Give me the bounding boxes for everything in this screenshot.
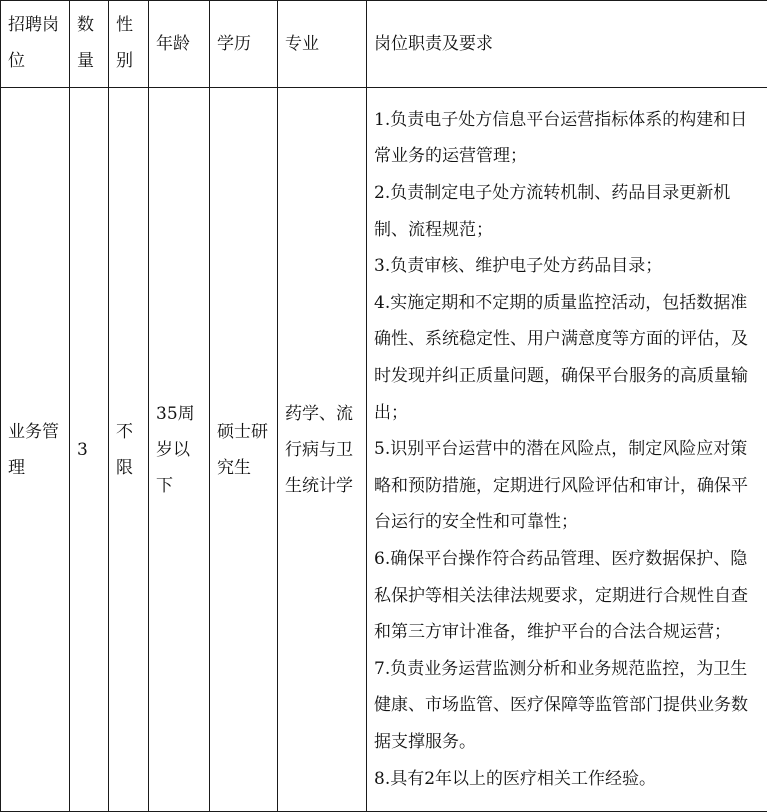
header-age: 年龄 — [149, 1, 210, 88]
header-education: 学历 — [210, 1, 278, 88]
cell-position: 业务管理 — [1, 88, 70, 812]
header-position: 招聘岗位 — [1, 1, 70, 88]
cell-major: 药学、流行病与卫生统计学 — [278, 88, 367, 812]
table-row — [1, 88, 767, 812]
cell-duties — [367, 88, 767, 812]
cell-education: 硕士研究生 — [210, 88, 278, 812]
duty-item-3: 3.负责审核、维护电子处方药品目录； — [374, 256, 663, 277]
header-row — [1, 1, 767, 88]
duty-item-1: 1.负责电子处方信息平台运营指标体系的构建和日常业务的运营管理； — [374, 109, 748, 167]
cell-gender: 不限 — [109, 88, 149, 812]
cell-count: 3 — [70, 88, 109, 812]
duty-item-4: 4.实施定期和不定期的质量监控活动，包括数据准确性、系统稳定性、用户满意度等方面的评估，及时发现并纠正质量问题，确保平台服务的高质量输出； — [374, 292, 748, 423]
duty-item-6: 6.确保平台操作符合药品管理、医疗数据保护、隐私保护等相关法律法规要求，定期进行合规性自查和第三方审计准备，维护平台的合法合规运营； — [374, 548, 748, 643]
duty-item-5: 5.识别平台运营中的潜在风险点，制定风险应对策略和预防措施，定期进行风险评估和审计，确保平台运行的安全性和可靠性； — [374, 439, 748, 533]
duty-item-7: 7.负责业务运营监测分析和业务规范监控，为卫生健康、市场监管、医疗保障等监管部门提供业务数据支撑服务。 — [374, 658, 748, 752]
duty-item-2: 2.负责制定电子处方流转机制、药品目录更新机制、流程规范； — [374, 183, 731, 240]
duty-item-8: 8.具有2年以上的医疗相关工作经验。 — [374, 768, 657, 789]
header-duties: 岗位职责及要求 — [367, 1, 767, 88]
header-gender: 性别 — [109, 1, 149, 88]
header-count: 数量 — [70, 1, 109, 88]
cell-age: 35周岁以下 — [149, 88, 210, 812]
header-major: 专业 — [278, 1, 367, 88]
